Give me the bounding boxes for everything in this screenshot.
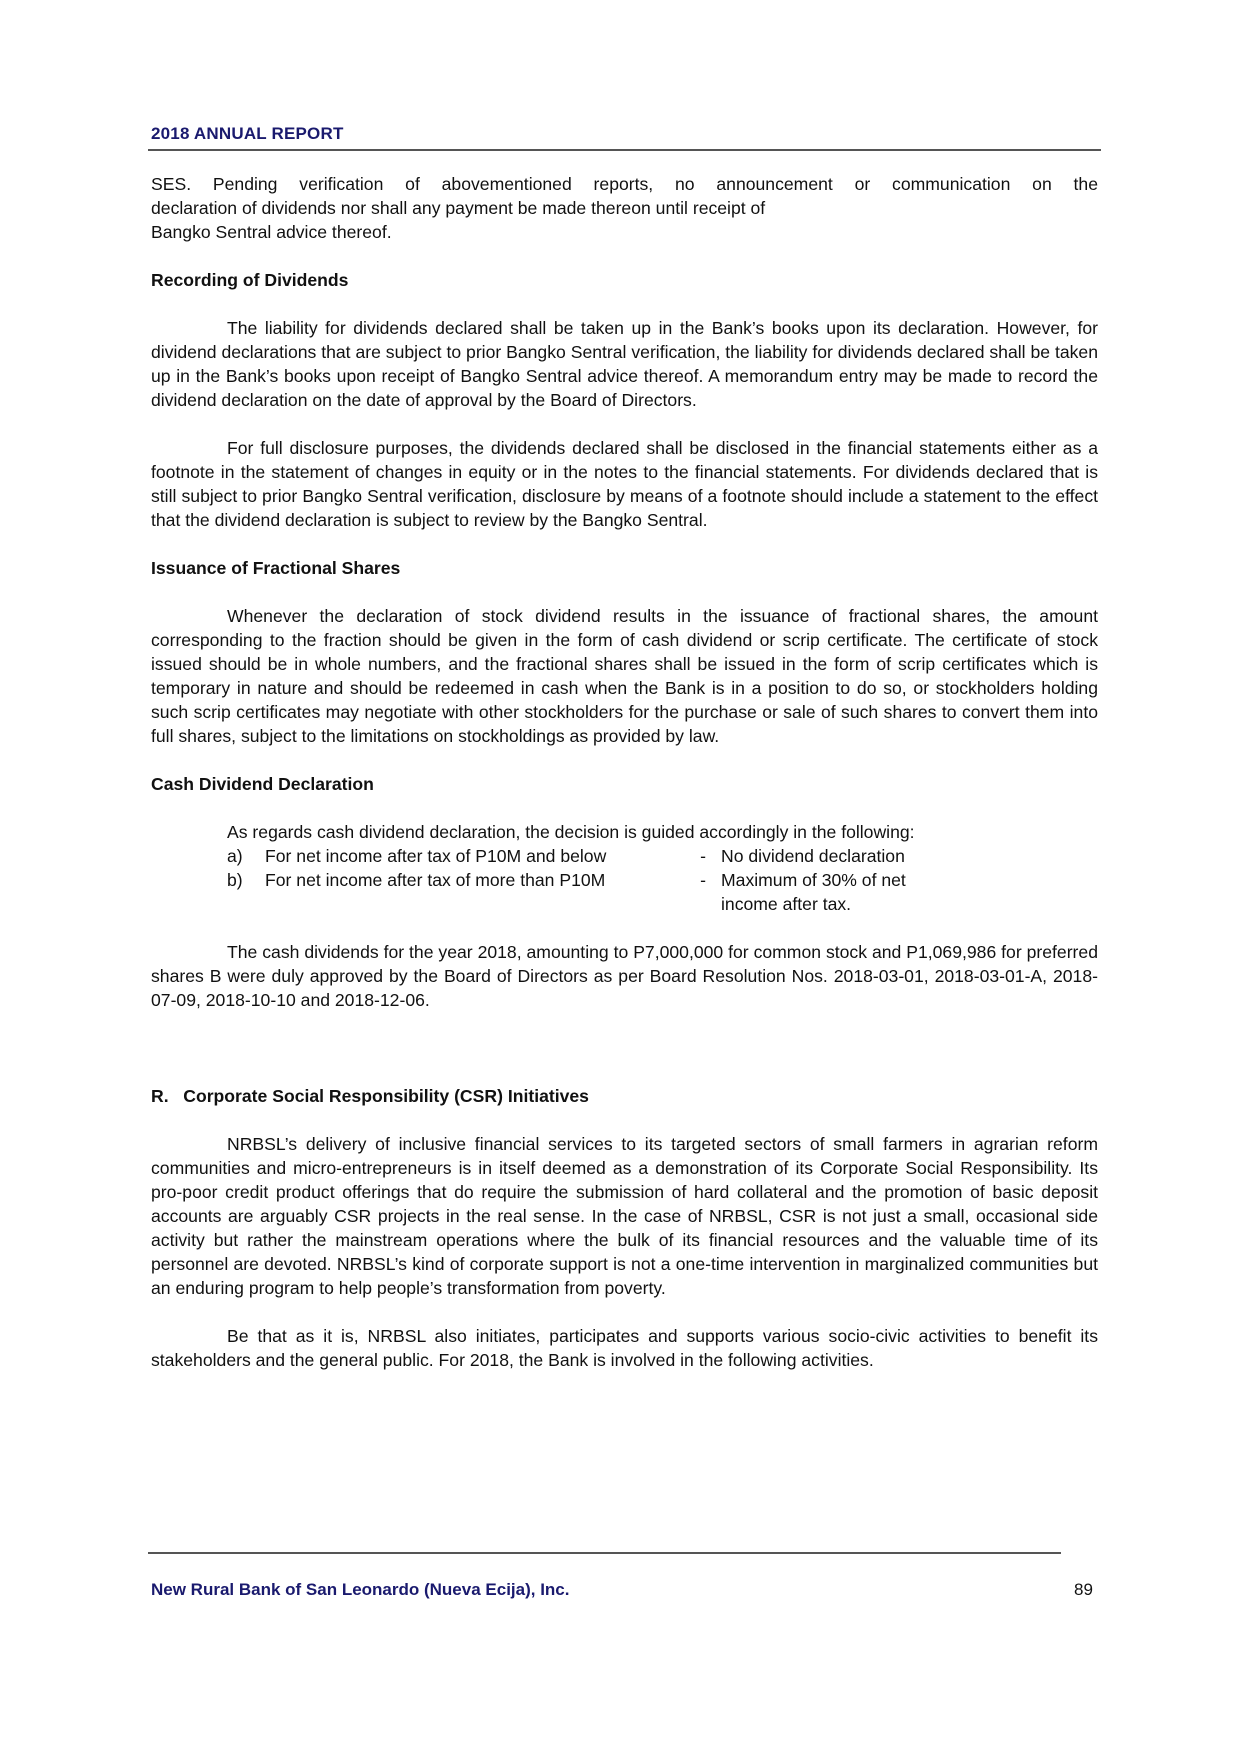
list-result: No dividend declaration	[721, 846, 905, 866]
section-heading-recording-of-dividends: Recording of Dividends	[151, 270, 349, 290]
page-body	[151, 172, 1098, 1372]
paragraph: Be that as it is, NRBSL also initiates, participates and supports various socio-civic activities to benefit its stakeholders and the general public. For 2018, the Bank is involved in the following activities.	[151, 1326, 1098, 1370]
paragraph: The liability for dividends declared shall be taken up in the Bank’s books upon its declaration. However, for dividend declarations that are subject to prior Bangko Sentral verification, the liability for dividends declared shall be taken up in the Bank’s books upon receipt of Bangko Sentral advice thereof. A memorandum entry may be made to record the dividend declaration on the date of approval by the Board of Directors.	[151, 318, 1098, 410]
list-dash: -	[700, 846, 706, 866]
paragraph-lead: As regards cash dividend declaration, the decision is guided accordingly in the following:	[227, 822, 915, 842]
list-item	[227, 868, 1098, 916]
paragraph: For full disclosure purposes, the dividends declared shall be disclosed in the financial statements either as a footnote in the statement of changes in equity or in the notes to the financial statements. For dividends declared that is still subject to prior Bangko Sentral verification, disclosure by means of a footnote should include a statement to the effect that the dividend declaration is subject to review by the Bangko Sentral.	[151, 438, 1098, 530]
list-condition: For net income after tax of more than P10M	[265, 870, 606, 890]
intro-line: SES. Pending verification of abovementioned reports, no announcement or communication on the	[151, 174, 1098, 194]
paragraph: The cash dividends for the year 2018, amounting to P7,000,000 for common stock and P1,069,986 for preferred shares B were duly approved by the Board of Directors as per Board Resolution Nos. 2018-03-01, 2018-03-01-A, 2018-07-09, 2018-10-10 and 2018-12-06.	[151, 942, 1098, 1010]
footer-bank-name: New Rural Bank of San Leonardo (Nueva Ecija), Inc.	[151, 1580, 570, 1599]
list-item	[227, 844, 1098, 868]
intro-line: Bangko Sentral advice thereof.	[151, 222, 392, 242]
header-divider	[148, 149, 1101, 151]
section-heading-cash-dividend-declaration: Cash Dividend Declaration	[151, 774, 374, 794]
dividend-policy-list	[151, 844, 1098, 916]
paragraph: Whenever the declaration of stock dividend results in the issuance of fractional shares, the amount corresponding to the fraction should be given in the form of cash dividend or scrip certificate. The certificate of stock issued should be in whole numbers, and the fractional shares shall be issued in the form of scrip certificates which is temporary in nature and should be redeemed in cash when the Bank is in a position to do so, or stockholders holding such scrip certificates may negotiate with other stockholders for the purchase or sale of such shares to convert them into full shares, subject to the limitations on stockholdings as provided by law.	[151, 606, 1098, 746]
list-marker: a)	[227, 846, 243, 866]
list-marker: b)	[227, 870, 243, 890]
page-number: 89	[1074, 1580, 1093, 1599]
report-header-title: 2018 ANNUAL REPORT	[151, 124, 344, 143]
intro-line: declaration of dividends nor shall any payment be made thereon until receipt of	[151, 198, 766, 218]
section-heading-issuance-of-fractional-shares: Issuance of Fractional Shares	[151, 558, 401, 578]
list-result: Maximum of 30% of net income after tax.	[721, 870, 906, 914]
section-heading-csr: R. Corporate Social Responsibility (CSR) Initiatives	[151, 1086, 589, 1106]
footer-divider	[148, 1552, 1061, 1554]
list-condition: For net income after tax of P10M and below	[265, 846, 607, 866]
paragraph: NRBSL’s delivery of inclusive financial services to its targeted sectors of small farmers in agrarian reform communities and micro-entrepreneurs is in itself deemed as a demonstration of its Corporate Social Responsibility. Its pro-poor credit product offerings that do require the submission of hard collateral and the promotion of basic deposit accounts are arguably CSR projects in the real sense. In the case of NRBSL, CSR is not just a small, occasional side activity but rather the mainstream operations where the bulk of its financial resources and the valuable time of its personnel are devoted. NRBSL’s kind of corporate support is not a one-time intervention in marginalized communities but an enduring program to help people’s transformation from poverty.	[151, 1134, 1098, 1298]
list-dash: -	[700, 870, 706, 890]
intro-paragraph	[151, 172, 1098, 244]
